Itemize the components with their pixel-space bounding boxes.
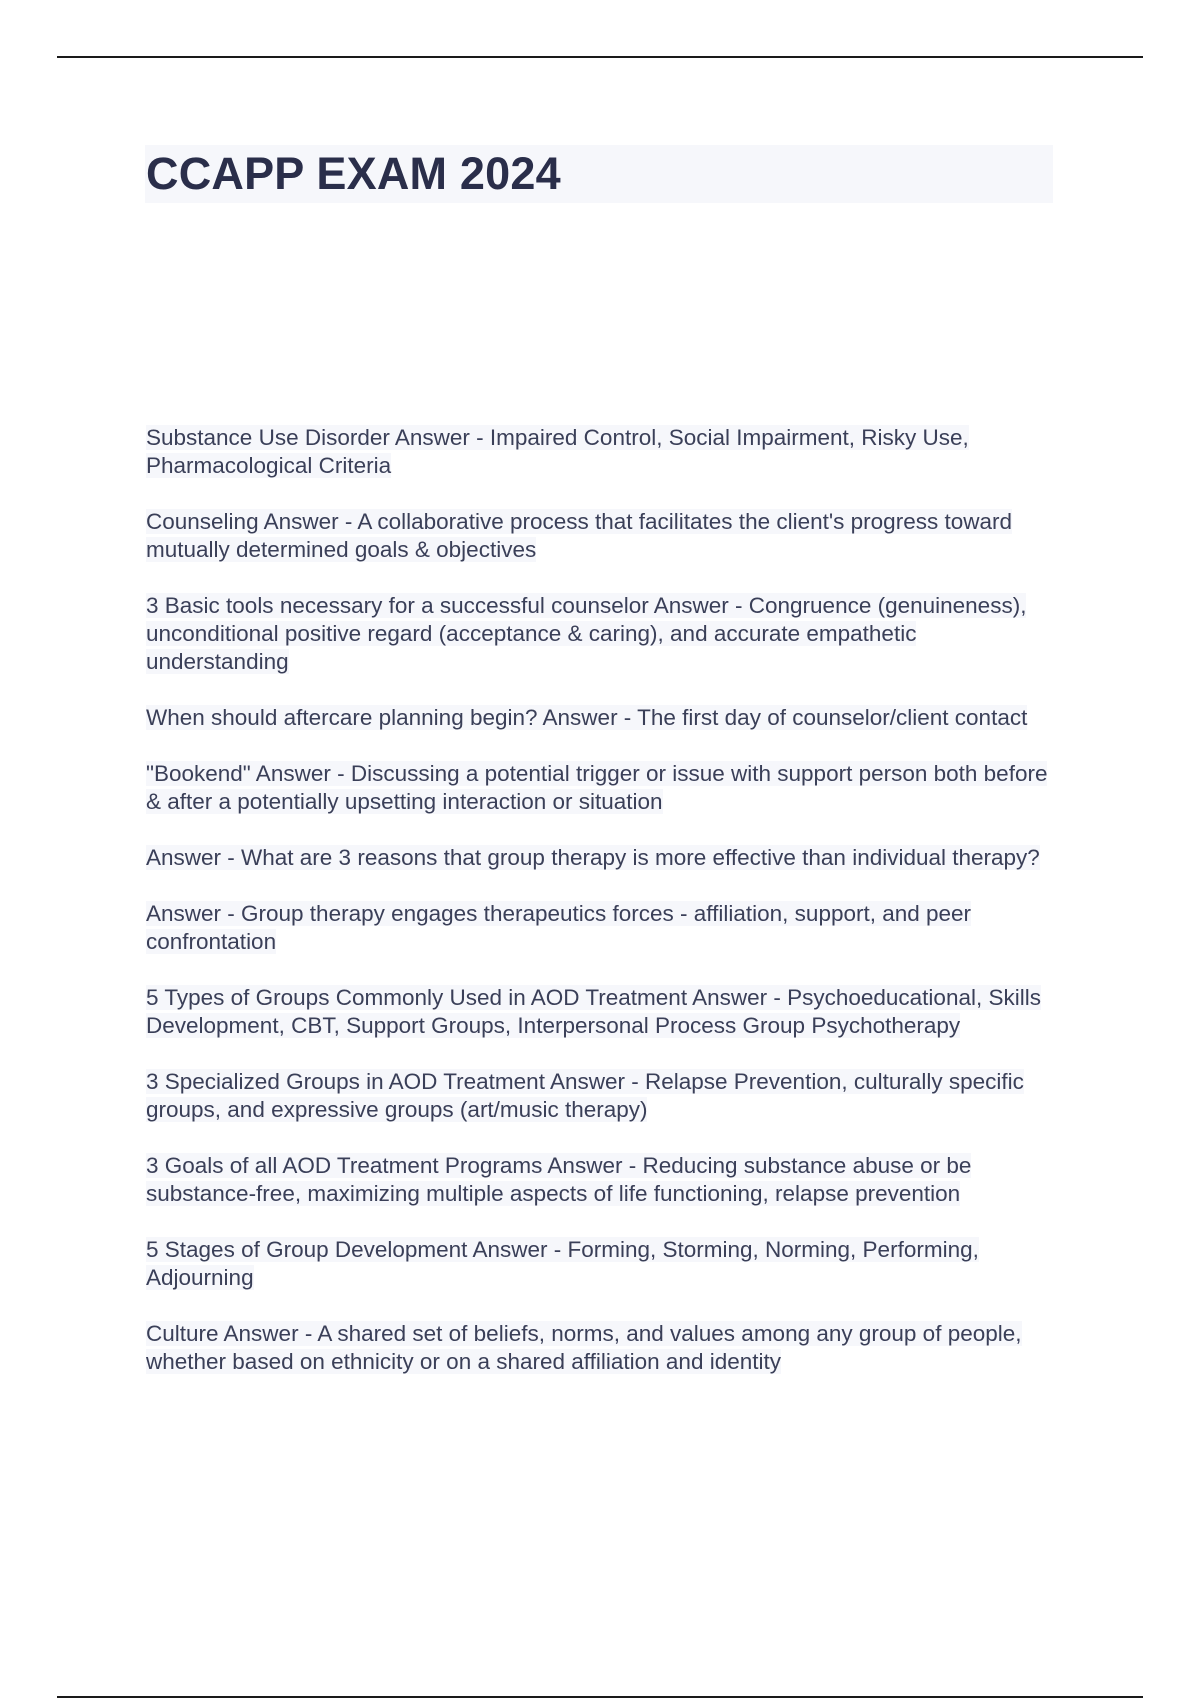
bottom-rule [57,1696,1143,1698]
qa-item [146,592,1058,676]
qa-item [146,424,1058,480]
qa-item [146,1320,1058,1376]
page-title: CCAPP EXAM 2024 [146,148,561,199]
qa-text: 3 Basic tools necessary for a successful counselor Answer - Congruence (genuineness), unconditional positive regard (acceptance & caring), and accurate empathetic understanding [146,593,1027,674]
qa-text: Counseling Answer - A collaborative process that facilitates the client's progress toward mutually determined goals & objectives [146,509,1012,562]
qa-item [146,1236,1058,1292]
qa-text: 5 Types of Groups Commonly Used in AOD Treatment Answer - Psychoeducational, Skills Development, CBT, Support Groups, Interpersonal Process Group Psychotherapy [146,985,1041,1038]
qa-item [146,760,1058,816]
top-rule [57,56,1143,58]
qa-item [146,508,1058,564]
qa-text: "Bookend" Answer - Discussing a potential trigger or issue with support person both before & after a potentially upsetting interaction or situation [146,761,1048,814]
qa-text: Substance Use Disorder Answer - Impaired Control, Social Impairment, Risky Use, Pharmacological Criteria [146,425,969,478]
qa-item [146,900,1058,956]
qa-text: Answer - What are 3 reasons that group therapy is more effective than individual therapy? [146,845,1040,870]
qa-text: 3 Specialized Groups in AOD Treatment Answer - Relapse Prevention, culturally specific groups, and expressive groups (art/music therapy) [146,1069,1024,1122]
qa-item [146,844,1058,872]
qa-text: Culture Answer - A shared set of beliefs, norms, and values among any group of people, whether based on ethnicity or on a shared affiliation and identity [146,1321,1022,1374]
qa-text: 3 Goals of all AOD Treatment Programs Answer - Reducing substance abuse or be substance-free, maximizing multiple aspects of life functioning, relapse prevention [146,1153,972,1206]
qa-item [146,1068,1058,1124]
qa-list [146,424,1058,1404]
qa-item [146,1152,1058,1208]
qa-text: When should aftercare planning begin? Answer - The first day of counselor/client contact [146,705,1028,730]
qa-text: Answer - Group therapy engages therapeutics forces - affiliation, support, and peer confrontation [146,901,972,954]
qa-item [146,984,1058,1040]
qa-item [146,704,1058,732]
qa-text: 5 Stages of Group Development Answer - Forming, Storming, Norming, Performing, Adjourning [146,1237,979,1290]
